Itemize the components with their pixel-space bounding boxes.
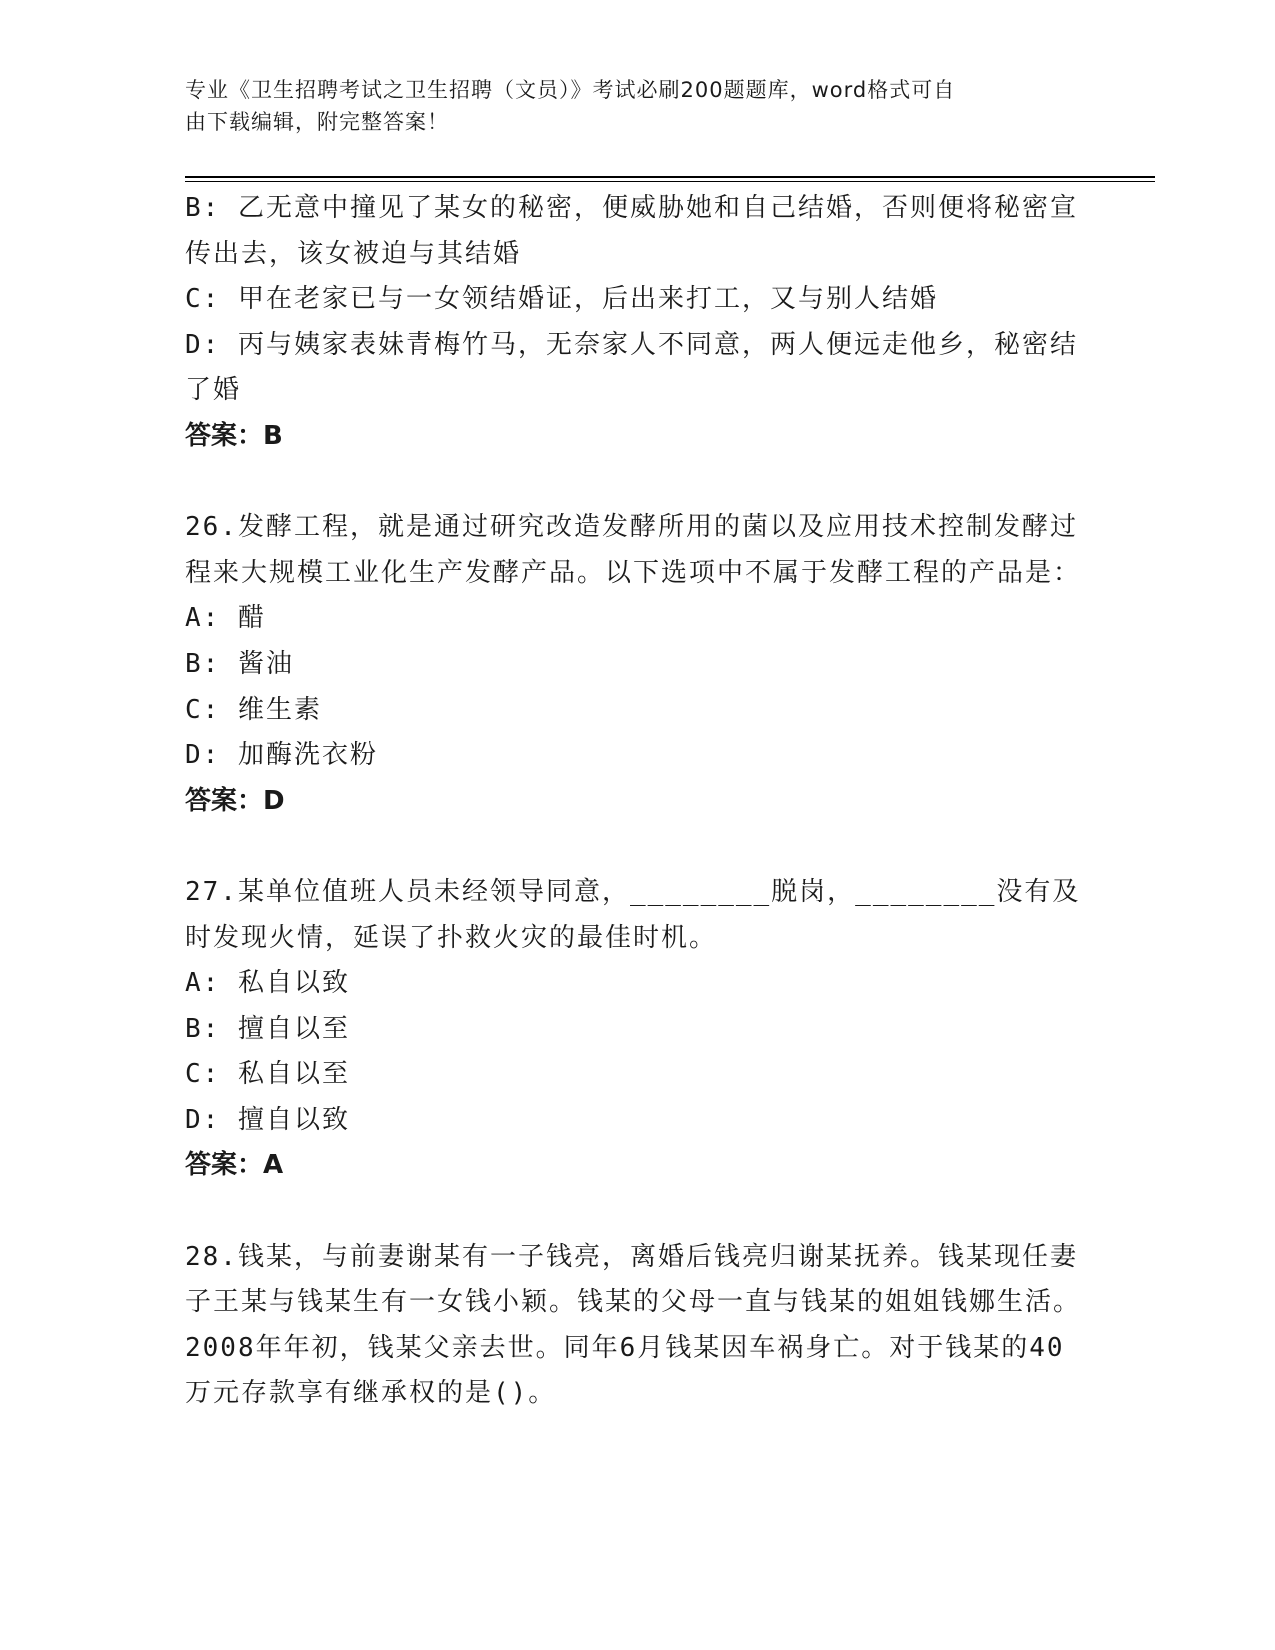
document-header: [185, 74, 1065, 138]
option-b: B: 酱油: [185, 648, 294, 679]
option-c: C: 维生素: [185, 694, 322, 725]
spacer: [185, 460, 1085, 506]
answer: 答案：B: [185, 420, 283, 451]
header-divider-thick: [185, 176, 1155, 178]
question-list: [185, 186, 1085, 1417]
option-d: D: 丙与姨家表妹青梅竹马，无奈家人不同意，两人便远走他乡，秘密结了婚: [185, 329, 1078, 406]
option-a: A: 私自以致: [185, 968, 350, 999]
answer: 答案：A: [185, 1150, 284, 1181]
question-stem: 27.某单位值班人员未经领导同意，________脱岗，________没有及时发现火情，延误了扑救火灾的最佳时机。: [185, 876, 1081, 953]
header-divider-thin: [185, 181, 1155, 182]
option-b: B: 乙无意中撞见了某女的秘密，便威胁她和自己结婚，否则便将秘密宣传出去，该女被迫与其结婚: [185, 193, 1078, 269]
question-stem: 28.钱某，与前妻谢某有一子钱亮，离婚后钱亮归谢某抚养。钱某现任妻子王某与钱某生有一女钱小颖。钱某的父母一直与钱某的姐姐钱娜生活。2008年年初，钱某父亲去世。同年6月钱某因车祸身亡。对于钱某的40万元存款享有继承权的是()。: [185, 1241, 1082, 1409]
header-title-line-2: 由下载编辑，附完整答案！: [185, 110, 449, 134]
option-a: A: 醋: [185, 603, 266, 634]
question-25: [185, 186, 1085, 460]
spacer: [185, 824, 1085, 870]
spacer: [185, 1189, 1085, 1235]
option-b: B: 擅自以至: [185, 1013, 350, 1044]
option-d: D: 擅自以致: [185, 1104, 350, 1135]
question-stem: 26.发酵工程，就是通过研究改造发酵所用的菌以及应用技术控制发酵过程来大规模工业化生产发酵产品。以下选项中不属于发酵工程的产品是：: [185, 512, 1082, 588]
question-27: [185, 870, 1085, 1189]
question-28: [185, 1235, 1085, 1417]
question-26: [185, 505, 1085, 824]
option-c: C: 甲在老家已与一女领结婚证，后出来打工，又与别人结婚: [185, 284, 938, 315]
option-c: C: 私自以至: [185, 1059, 350, 1090]
header-title-line-1: 专业《卫生招聘考试之卫生招聘（文员）》考试必刷200题题库，word格式可自: [185, 78, 956, 102]
option-d: D: 加酶洗衣粉: [185, 740, 378, 771]
answer: 答案：D: [185, 785, 285, 816]
